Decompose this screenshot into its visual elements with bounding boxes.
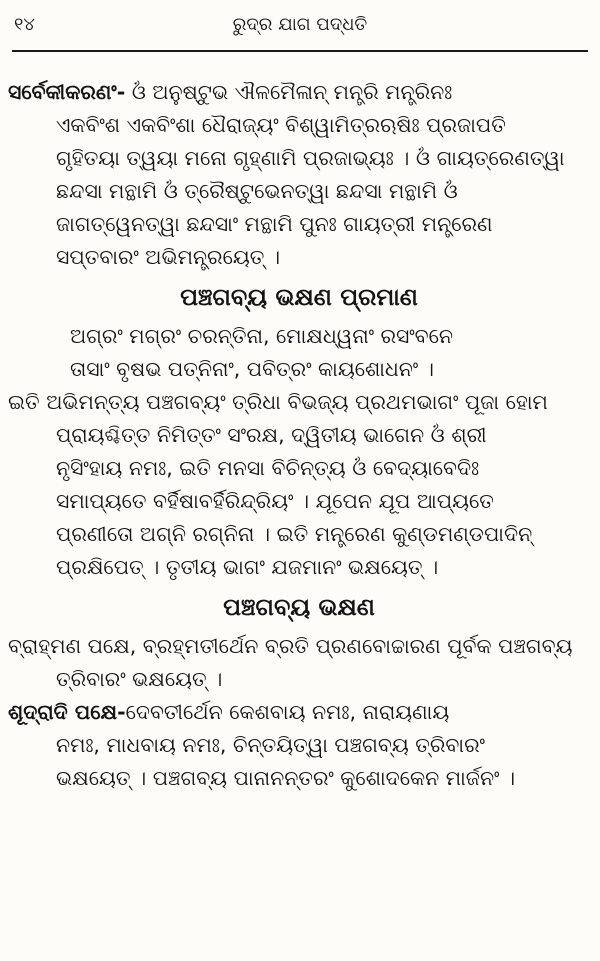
section1-line-4: ଛନ୍ଦସା ମନ୍ଥାମି ଓଁ ତ୍ରୈଷ୍ଟୁଭେନତ୍ୱା ଛନ୍ଦସା ମନ୍ଥାମି ଓଁ xyxy=(56,179,458,203)
running-header xyxy=(14,14,586,42)
section1-line-3: ଗୃହିତୟା ତ୍ୱୟା ମନୋ ଗୃହ୍ଣାମି ପ୍ରଜାଭ୍ୟଃ । ଓଁ ଗାୟତ୍ରେଣତ୍ୱା xyxy=(56,146,565,170)
heading-panchagavya-bhakshana: ପଞ୍ଚଗବ୍ୟ ଭକ୍ଷଣ xyxy=(223,593,375,621)
section2-line-4: ସମାପ୍ୟତେ ବର୍ହିଷାବର୍ହିରିନ୍ଦ୍ରିୟଂ । ଯୂପେନ ଯୂପ ଆପ୍ୟତେ xyxy=(56,489,494,513)
heading-panchagavya-bhakshana-pramana: ପଞ୍ଚଗବ୍ୟ ଭକ୍ଷଣ ପ୍ରମାଣ xyxy=(180,283,418,311)
page-number: ୧୪ xyxy=(14,14,35,35)
section2-line-2: ପ୍ରାୟଶ୍ଚିତ୍ତ ନିମିତ୍ତଂ ସଂରକ୍ଷ, ଦ୍ୱିତୀୟ ଭାଗେନ ଓଁ ଶ୍ରୀ xyxy=(56,423,487,447)
section1-line-1-text: ଓଁ ଅନୁଷ୍ଟୁଭ ଐଳମୈଳାନ୍ ମନ୍ତ୍ରି ମନ୍ତ୍ରିନଃ xyxy=(131,80,453,104)
section4-line-3: ଭକ୍ଷୟେତ୍ । ପଞ୍ଚଗବ୍ୟ ପାନାନନ୍ତରଂ କୁଶୋଦକେନ ମାର୍ଜନଂ । xyxy=(56,766,516,790)
section3-line-1: ବ୍ରାହ୍ମଣ ପକ୍ଷେ, ବ୍ରହ୍ମତୀର୍ଥେନ ବ୍ରତି ପ୍ରଣବୋଚ୍ଚାରଣ ପୂର୍ବକ ପଞ୍ଚଗବ୍ୟ xyxy=(8,634,573,658)
section2-line-3: ନୃସିଂହାୟ ନମଃ, ଇତି ମନସା ବିଚିନ୍ତ୍ୟ ଓଁ ବେଦ୍ୟାବେଦିଃ xyxy=(56,456,480,480)
section1-line-2: ଏକବିଂଶ ଏକବିଂଶା ଧୈରାଜ୍ୟଂ ବିଶ୍ୱାମିତ୍ରଋଷିଃ ପ୍ରଜାପତି xyxy=(56,113,506,137)
verse-line-2: ତାସାଂ ବୃଷଭ ପତ୍ନିନାଂ, ପବିତ୍ରଂ କାୟଶୋଧନଂ । xyxy=(70,357,434,381)
section4-line-2: ନମଃ, ମାଧବାୟ ନମଃ, ଚିନ୍ତୟିତ୍ୱା ପଞ୍ଚଗବ୍ୟ ତ୍ରିବାରଂ xyxy=(56,733,485,757)
header-rule xyxy=(12,50,588,52)
section1-line-6: ସପ୍ତବାରଂ ଅଭିମନ୍ତ୍ରୟେତ୍ । xyxy=(56,245,281,269)
section1-line-1 xyxy=(8,76,590,109)
section2-line-6: ପ୍ରକ୍ଷିପେତ୍ । ତୃତୀୟ ଭାଗଂ ଯଜମାନଂ ଭକ୍ଷୟେତ୍ । xyxy=(56,555,439,579)
running-title: ରୁଦ୍ର ଯାଗ ପଦ୍ଧତି xyxy=(232,14,368,35)
section1-term: ସର୍ବେକୀକରଣଂ- xyxy=(8,80,126,104)
section4-term: ଶୂଦ୍ରାଦି ପକ୍ଷେ- xyxy=(8,700,126,724)
section4-line-1 xyxy=(8,696,590,729)
verse-line-1: ଅଗ୍ରଂ ମଗ୍ରଂ ଚରନ୍ତିନା, ମୋକ୍ଷଧ୍ୱନାଂ ରସଂବନେ xyxy=(70,324,454,348)
section1-line-5: ଜାଗତ୍ୱେନତ୍ୱା ଛନ୍ଦସାଂ ମନ୍ଥାମି ପୁନଃ ଗାୟତ୍ରୀ ମନ୍ତ୍ରେଣ xyxy=(56,212,493,236)
section2-line-5: ପ୍ରଣୀତୋ ଅଗ୍ନି ରଗ୍ନିନା । ଇତି ମନ୍ତ୍ରେଣ କୁଣ୍ଡମଣ୍ଡପାଦିନ୍ xyxy=(56,522,533,546)
body-text xyxy=(8,76,590,795)
section4-line-1-text: ଦେବତୀର୍ଥେନ କେଶବାୟ ନମଃ, ନାରାୟଣାୟ xyxy=(125,700,450,724)
section2-line-1: ଇତି ଅଭିମନ୍ତ୍ୟ ପଞ୍ଚଗବ୍ୟଂ ତ୍ରିଧା ବିଭଜ୍ୟ ପ୍ରଥମଭାଗଂ ପୂଜା ହୋମ xyxy=(8,390,548,414)
section3-line-2: ତ୍ରିବାରଂ ଭକ୍ଷୟେତ୍ । xyxy=(56,667,223,691)
